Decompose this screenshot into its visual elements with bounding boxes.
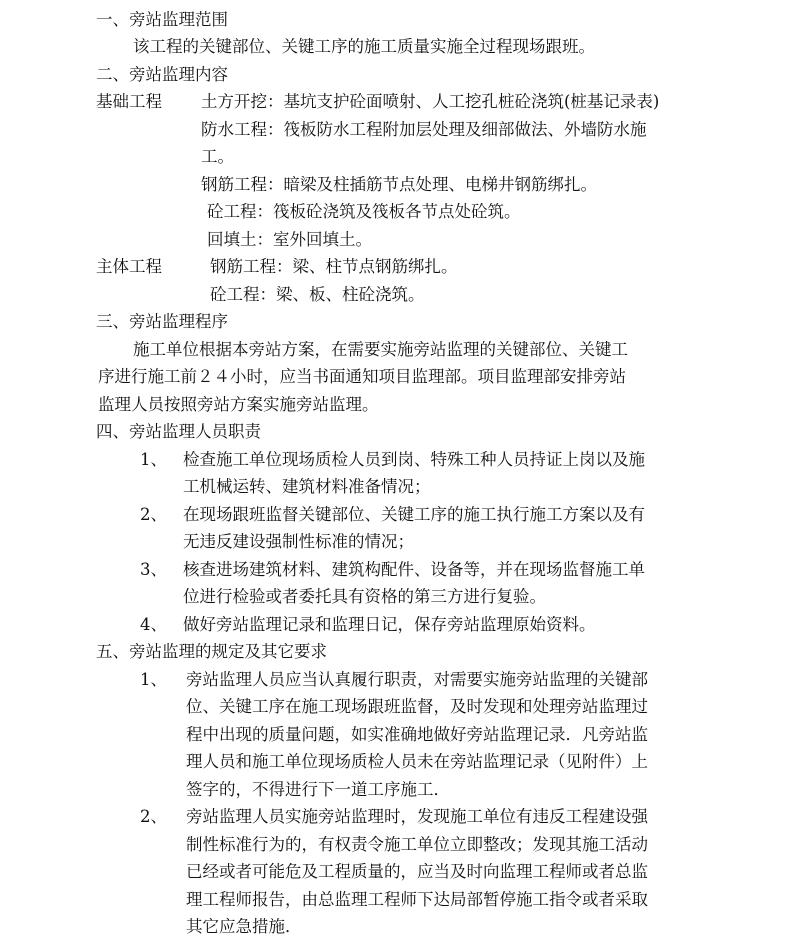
duty-number: 3、: [140, 560, 167, 579]
section-3-line: 监理人员按照旁站方案实施旁站监理。: [98, 395, 379, 414]
duty-line: 位进行检验或者委托具有资格的第三方进行复验。: [183, 587, 546, 606]
foundation-item: 防水工程：筏板防水工程附加层处理及细部做法、外墙防水施: [201, 120, 647, 139]
duty-number: 1、: [140, 450, 167, 469]
foundation-item: 钢筋工程：暗梁及柱插筋节点处理、电梯井钢筋绑扎。: [201, 175, 597, 194]
rule-line: 其它应急措施．: [186, 917, 302, 936]
foundation-label: 基础工程: [96, 92, 162, 111]
rule-line: 位、关键工序在施工现场跟班监督，及时发现和处理旁站监理过: [186, 697, 648, 716]
section-1-body: 该工程的关键部位、关键工序的施工质量实施全过程现场跟班。: [133, 37, 595, 56]
rule-number: 2、: [140, 807, 167, 826]
duty-line: 核查进场建筑材料、建筑构配件、设备等，并在现场监督施工单: [183, 560, 645, 579]
duty-line: 检查施工单位现场质检人员到岗、特殊工种人员持证上岗以及施: [183, 450, 645, 469]
section-5-heading: 五、旁站监理的规定及其它要求: [96, 642, 327, 661]
duty-number: 4、: [140, 615, 167, 634]
rule-line: 制性标准行为的，有权责令施工单位立即整改；发现其施工活动: [186, 835, 648, 854]
duty-line: 无违反建设强制性标准的情况；: [183, 532, 414, 551]
section-3-line: 序进行施工前２４小时，应当书面通知项目监理部。项目监理部安排旁站: [98, 367, 626, 386]
rule-line: 理人员和施工单位现场质检人员未在旁站监理记录（见附件）上: [186, 752, 648, 771]
rule-line: 签字的，不得进行下一道工序施工．: [186, 780, 450, 799]
foundation-item: 砼工程：筏板砼浇筑及筏板各节点处砼筑。: [207, 202, 521, 221]
duty-line: 工机械运转、建筑材料准备情况；: [183, 477, 431, 496]
section-3-heading: 三、旁站监理程序: [96, 312, 228, 331]
section-1-heading: 一、旁站监理范围: [96, 10, 228, 29]
rule-line: 旁站监理人员实施旁站监理时，发现施工单位有违反工程建设强: [186, 807, 648, 826]
duty-line: 做好旁站监理记录和监理日记，保存旁站监理原始资料。: [183, 615, 596, 634]
foundation-item: 工。: [201, 147, 234, 166]
section-2-heading: 二、旁站监理内容: [96, 65, 228, 84]
section-3-line: 施工单位根据本旁站方案，在需要实施旁站监理的关键部位、关键工: [133, 340, 628, 359]
rule-line: 理工程师报告，由总监理工程师下达局部暂停施工指令或者采取: [186, 890, 648, 909]
foundation-item: 土方开挖：基坑支护砼面喷射、人工挖孔桩砼浇筑(桩基记录表): [201, 92, 660, 111]
rule-number: 1、: [140, 670, 167, 689]
rule-line: 程中出现的质量问题，如实准确地做好旁站监理记录．凡旁站监: [186, 725, 648, 744]
rule-line: 旁站监理人员应当认真履行职责，对需要实施旁站监理的关键部: [186, 670, 648, 689]
rule-line: 已经或者可能危及工程质量的，应当及时向监理工程师或者总监: [186, 862, 648, 881]
duty-line: 在现场跟班监督关键部位、关键工序的施工执行施工方案以及有: [183, 505, 645, 524]
main-structure-item: 砼工程：梁、板、柱砼浇筑。: [210, 285, 425, 304]
main-structure-item: 钢筋工程：梁、柱节点钢筋绑扎。: [210, 257, 458, 276]
foundation-item: 回填土：室外回填土。: [207, 230, 372, 249]
duty-number: 2、: [140, 505, 167, 524]
section-4-heading: 四、旁站监理人员职责: [96, 422, 261, 441]
main-structure-label: 主体工程: [96, 257, 162, 276]
